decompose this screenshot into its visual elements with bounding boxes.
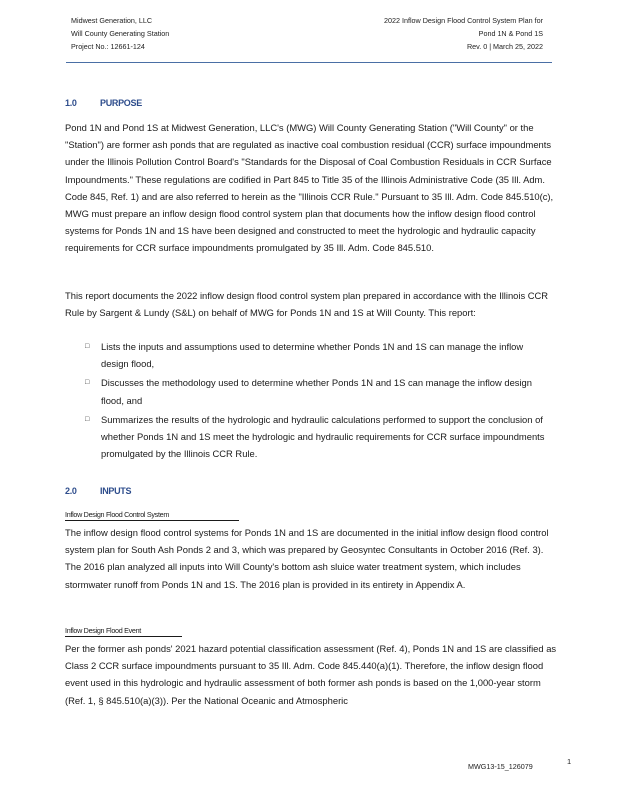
inputs-paragraph-2: Per the former ash ponds' 2021 hazard potential classification assessment (Ref. 4), Ponds 1N and 1S are classified as Class 2 CCR surface impoundments pursuant to 35 Ill. Adm. Code 845.440(a)(1). Therefore, the inflow design flood event used in this hydrologic and hydraulic assessment of both former ash ponds is based on the 1,000-year storm (Ref. 1, § 845.510(a)(3)). Per the National Oceanic and Atmospheric — [65, 643, 557, 706]
subheading-flood-control-system: Inflow Design Flood Control System — [65, 510, 239, 521]
purpose-paragraph-2: This report documents the 2022 inflow design flood control system plan prepared in accordance with the Illinois CCR Rule by Sargent & Lundy (S&L) on behalf of MWG for Ponds 1N and 1S at Will County. This report: — [65, 290, 549, 319]
list-item: □ Summarizes the results of the hydrologic and hydraulic calculations performed to support the conclusion of whether Ponds 1N and 1S meet the hydrologic and hydraulic requirements for CCR surface impoundments promulgated by the Illinois CCR Rule. — [86, 411, 552, 463]
list-item: □ Discusses the methodology used to determine whether Ponds 1N and 1S can manage the inflow design flood, and — [86, 374, 552, 408]
inputs-paragraph-1: The inflow design flood control systems for Ponds 1N and 1S are documented in the initial inflow design flood control system plan for South Ash Ponds 2 and 3, which was prepared by Geosyntec Consultants in October 2016 (Ref. 3). The 2016 plan analyzed all inputs into Will County's bottom ash sluice water treatment system, which includes stormwater runoff from Ponds 1N and 1S. The 2016 plan is provided in its entirety in Appendix A. — [65, 527, 549, 590]
purpose-bullet-list — [86, 338, 552, 464]
section-heading-inputs — [65, 486, 131, 496]
company-name: Midwest Generation, LLC — [71, 16, 153, 25]
station-name: Will County Generating Station — [71, 29, 170, 38]
section-number: 2.0 — [65, 486, 77, 496]
page-number: 1 — [567, 757, 572, 766]
section-number: 1.0 — [65, 98, 77, 108]
section-title: INPUTS — [100, 486, 132, 496]
document-title: 2022 Inflow Design Flood Control System Plan for — [383, 16, 543, 25]
section-heading-purpose — [65, 98, 142, 108]
bullet-marker-icon: □ — [85, 415, 90, 423]
project-number: Project No.: 12661-124 — [71, 42, 145, 51]
header-divider — [66, 62, 552, 63]
section-title: PURPOSE — [100, 98, 142, 108]
bullet-marker-icon: □ — [85, 379, 90, 387]
header-left — [71, 14, 169, 53]
ponds-label: Pond 1N & Pond 1S — [478, 29, 543, 38]
purpose-paragraph-1: Pond 1N and Pond 1S at Midwest Generation, LLC's (MWG) Will County Generating Station ("Will County" or the "Station") are former ash ponds that are regulated as inactive coal combustion residual (CCR) surface impoundments under the Illinois Pollution Control Board's "Standards for the Disposal of Coal Combustion Residuals in CCR Surface Impoundments." These regulations are codified in Part 845 to Title 35 of the Illinois Administrative Code (35 Ill. Adm. Code 845, Ref. 1) and are also referred to herein as the "Illinois CCR Rule." Pursuant to 35 Ill. Adm. Code 845.510(c), MWG must prepare an inflow design flood control system plan that documents how the inflow design flood control systems for Ponds 1N and 1S have been designed and constructed to meet the hydrologic and hydraulic capacity requirements for CCR surface impoundments promulgated by 35 Ill. Adm. Code 845.510. — [65, 122, 554, 254]
list-item: □ Lists the inputs and assumptions used to determine whether Ponds 1N and 1S can manage the inflow design flood, — [86, 338, 552, 372]
subheading-flood-event: Inflow Design Flood Event — [65, 626, 182, 637]
document-code: MWG13-15_126079 — [468, 762, 533, 771]
bullet-marker-icon: □ — [85, 343, 90, 350]
revision-date: Rev. 0 | March 25, 2022 — [466, 42, 543, 51]
header-right — [384, 14, 543, 53]
